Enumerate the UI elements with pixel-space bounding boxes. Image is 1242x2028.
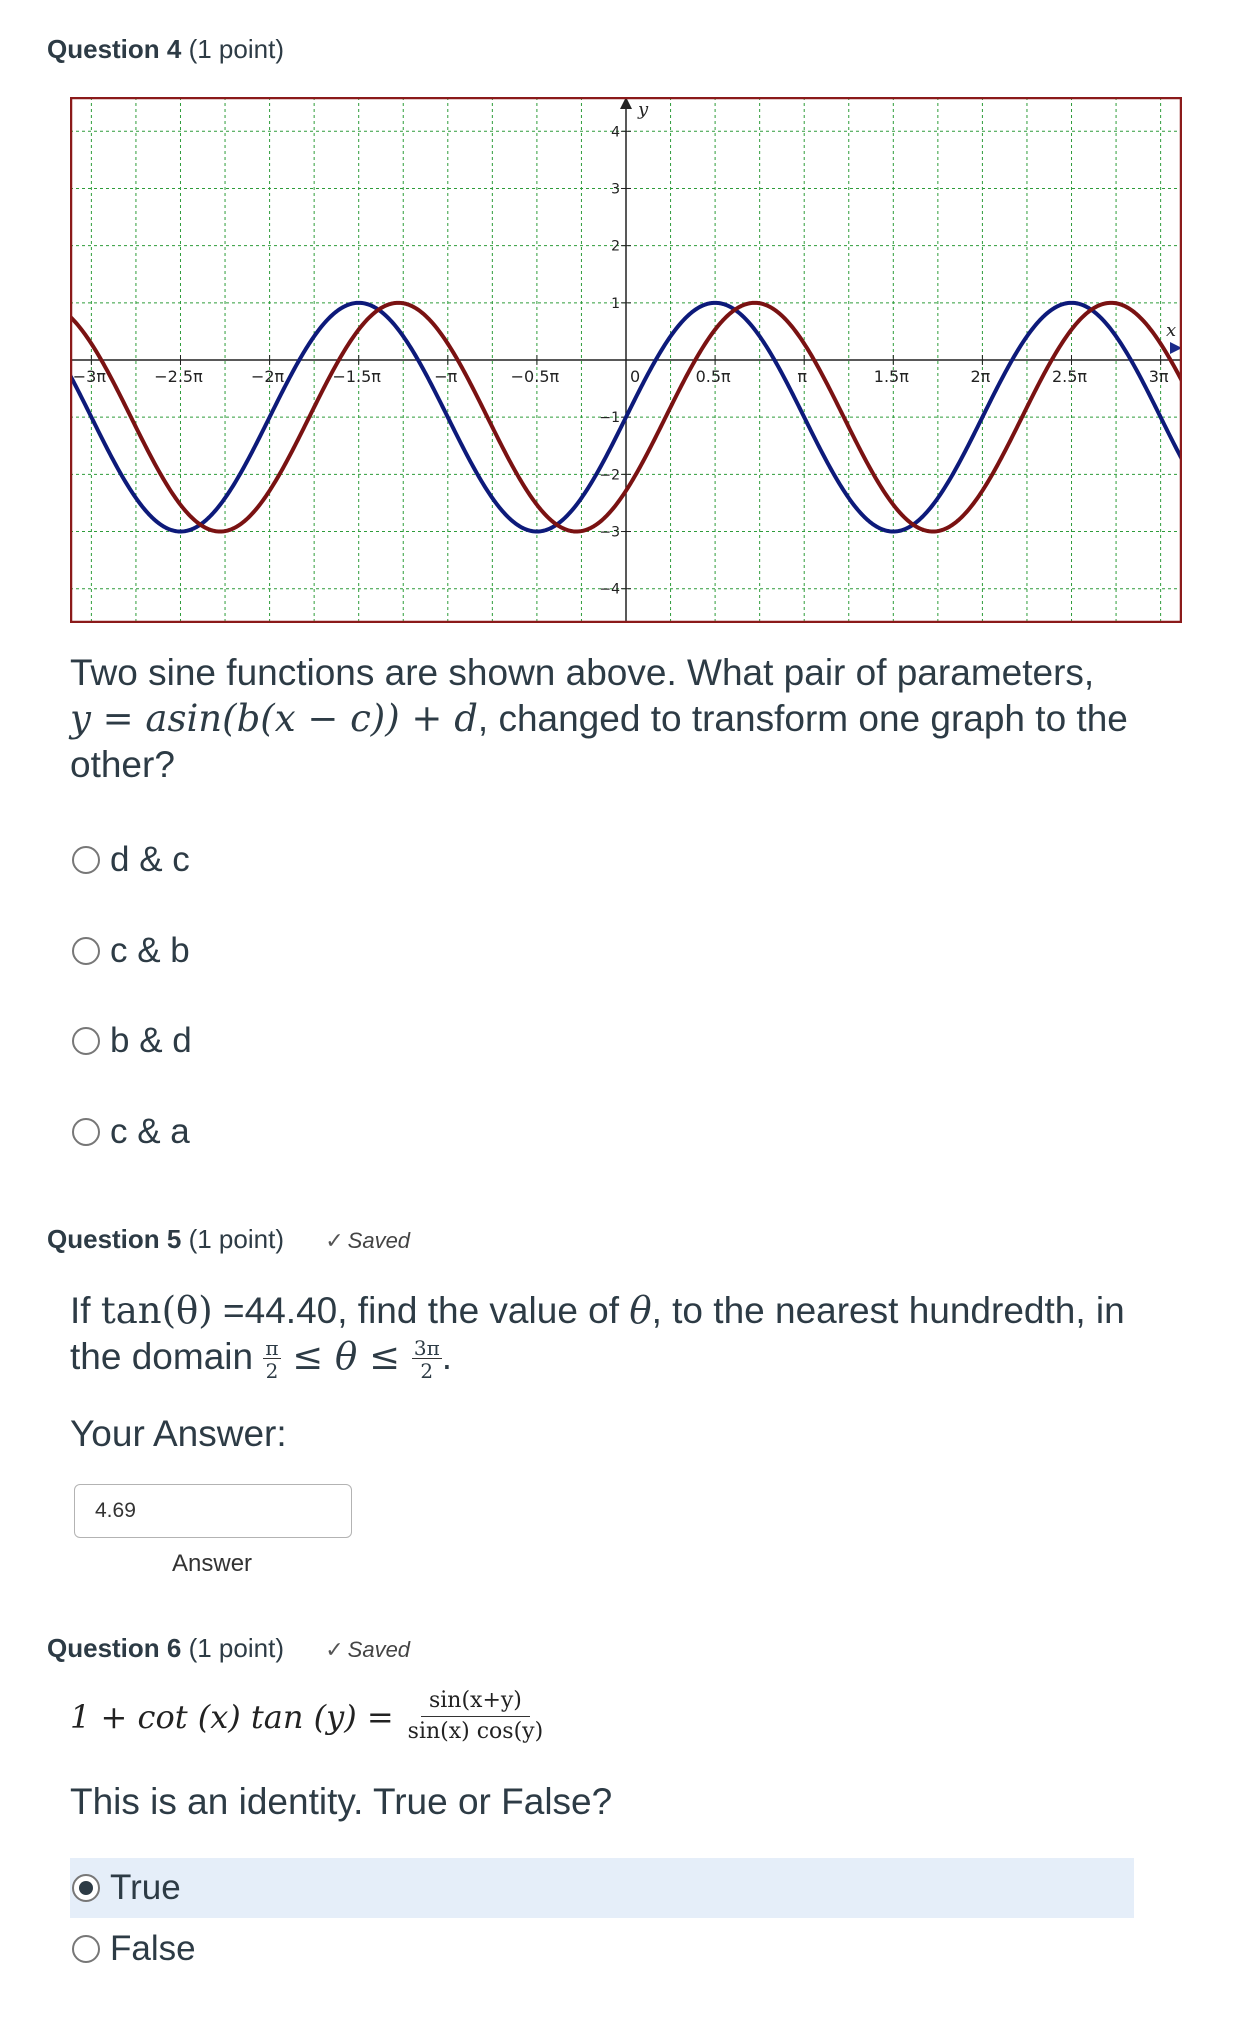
- saved-label: Saved: [347, 1228, 411, 1253]
- x-tick-label: 0.5π: [695, 367, 731, 386]
- check-icon: ✓: [325, 1637, 344, 1662]
- domain-label: the domain: [70, 1336, 264, 1377]
- answer-caption: Answer: [172, 1550, 253, 1577]
- x-tick-label: −π: [434, 367, 458, 386]
- prompt-line-3: other?: [70, 744, 175, 785]
- prompt-text: If: [70, 1290, 101, 1331]
- identity-equation: [70, 1690, 543, 1743]
- radio-icon[interactable]: [72, 1874, 100, 1902]
- x-tick-label: 3π: [1148, 367, 1169, 386]
- q4-option-3[interactable]: [72, 1016, 192, 1066]
- x-tick-label: −2.5π: [154, 367, 203, 386]
- prompt-line-2-tail: , changed to transform one graph to the: [477, 698, 1128, 739]
- x-axis-label: x: [1166, 320, 1177, 341]
- x-tick-label: 2.5π: [1051, 367, 1088, 386]
- question-number: Question 4: [47, 34, 182, 64]
- y-tick-label: 4: [611, 124, 620, 141]
- q6-option-true[interactable]: [72, 1863, 181, 1913]
- question-points: (1 point): [188, 1633, 284, 1663]
- question-number: Question 6: [47, 1633, 182, 1663]
- fraction-pi-over-2: [263, 1335, 280, 1383]
- fraction-denominator: 2: [420, 1358, 434, 1383]
- option-label: True: [110, 1868, 181, 1907]
- radio-icon[interactable]: [72, 846, 100, 874]
- y-tick-label: −4: [599, 581, 620, 598]
- your-answer-label: Your Answer:: [70, 1413, 287, 1454]
- radio-icon[interactable]: [72, 1118, 100, 1146]
- theta-symbol: θ: [629, 1289, 652, 1332]
- x-tick-label: 0: [630, 367, 641, 386]
- y-tick-label: 3: [611, 181, 620, 198]
- question-6-prompt: This is an identity. True or False?: [70, 1781, 613, 1822]
- prompt-line-1: [70, 1288, 1125, 1334]
- y-tick-label: 2: [611, 238, 620, 255]
- radio-icon[interactable]: [72, 937, 100, 965]
- question-4-header: [47, 34, 284, 65]
- saved-label: Saved: [347, 1637, 411, 1662]
- option-label: c & a: [110, 1112, 190, 1151]
- question-number: Question 5: [47, 1224, 182, 1254]
- y-tick-label: −1: [599, 410, 620, 427]
- fraction-numerator: π: [265, 1335, 279, 1360]
- check-icon: ✓: [325, 1228, 344, 1253]
- x-tick-label: −3π: [72, 367, 106, 386]
- tan-expression: tan(θ): [100, 1289, 213, 1332]
- selected-option-highlight: [70, 1858, 1134, 1918]
- fraction-3pi-over-2: [412, 1335, 442, 1383]
- identity-rhs-fraction: [408, 1690, 544, 1743]
- question-4-prompt: [70, 650, 1128, 788]
- fraction-denominator: sin(x) cos(y): [407, 1719, 544, 1744]
- prompt-text: =44.40, find the value of: [212, 1290, 630, 1331]
- fraction-denominator: 2: [265, 1358, 279, 1383]
- question-points: (1 point): [188, 1224, 284, 1254]
- radio-icon[interactable]: [72, 1027, 100, 1055]
- option-label: c & b: [110, 931, 190, 970]
- domain-end: .: [441, 1336, 452, 1377]
- q6-option-false[interactable]: [72, 1924, 196, 1974]
- fraction-numerator: sin(x+y): [421, 1690, 530, 1717]
- prompt-line-1: Two sine functions are shown above. What pair of parameters,: [70, 652, 1095, 693]
- option-label: d & c: [110, 840, 190, 879]
- x-tick-label: −1.5π: [332, 367, 381, 386]
- option-label: b & d: [110, 1021, 192, 1060]
- y-tick-label: 1: [611, 295, 620, 312]
- question-5-header: [47, 1224, 410, 1255]
- saved-status: [325, 1637, 410, 1662]
- x-tick-label: −2π: [250, 367, 285, 386]
- prompt-formula: y = asin(b(x − c)) + d: [70, 697, 478, 740]
- x-tick-label: π: [797, 367, 808, 386]
- prompt-line-2: [70, 1334, 1125, 1381]
- q4-option-4[interactable]: [72, 1107, 190, 1157]
- fraction-numerator: 3π: [413, 1335, 440, 1360]
- saved-status: [325, 1228, 410, 1253]
- question-5-prompt: [70, 1288, 1125, 1381]
- q4-option-1[interactable]: [72, 835, 190, 885]
- y-axis-label: y: [638, 99, 649, 120]
- sine-graph: [70, 97, 1182, 623]
- y-tick-label: −3: [599, 524, 620, 541]
- question-6-header: [47, 1633, 410, 1664]
- prompt-line-2: [70, 696, 1128, 742]
- option-label: False: [110, 1929, 196, 1968]
- domain-inequality: ≤ θ ≤: [280, 1335, 412, 1378]
- q4-option-2[interactable]: [72, 926, 190, 976]
- prompt-text: , to the nearest hundredth, in: [651, 1290, 1125, 1331]
- question-points: (1 point): [188, 34, 284, 64]
- x-tick-label: −0.5π: [510, 367, 560, 386]
- y-tick-label: −2: [599, 467, 620, 484]
- x-tick-label: 1.5π: [873, 367, 909, 386]
- identity-lhs: 1 + cot (x) tan (y) =: [70, 1697, 394, 1736]
- radio-icon[interactable]: [72, 1935, 100, 1963]
- x-tick-label: 2π: [970, 367, 991, 386]
- answer-input[interactable]: 4.69: [74, 1484, 352, 1538]
